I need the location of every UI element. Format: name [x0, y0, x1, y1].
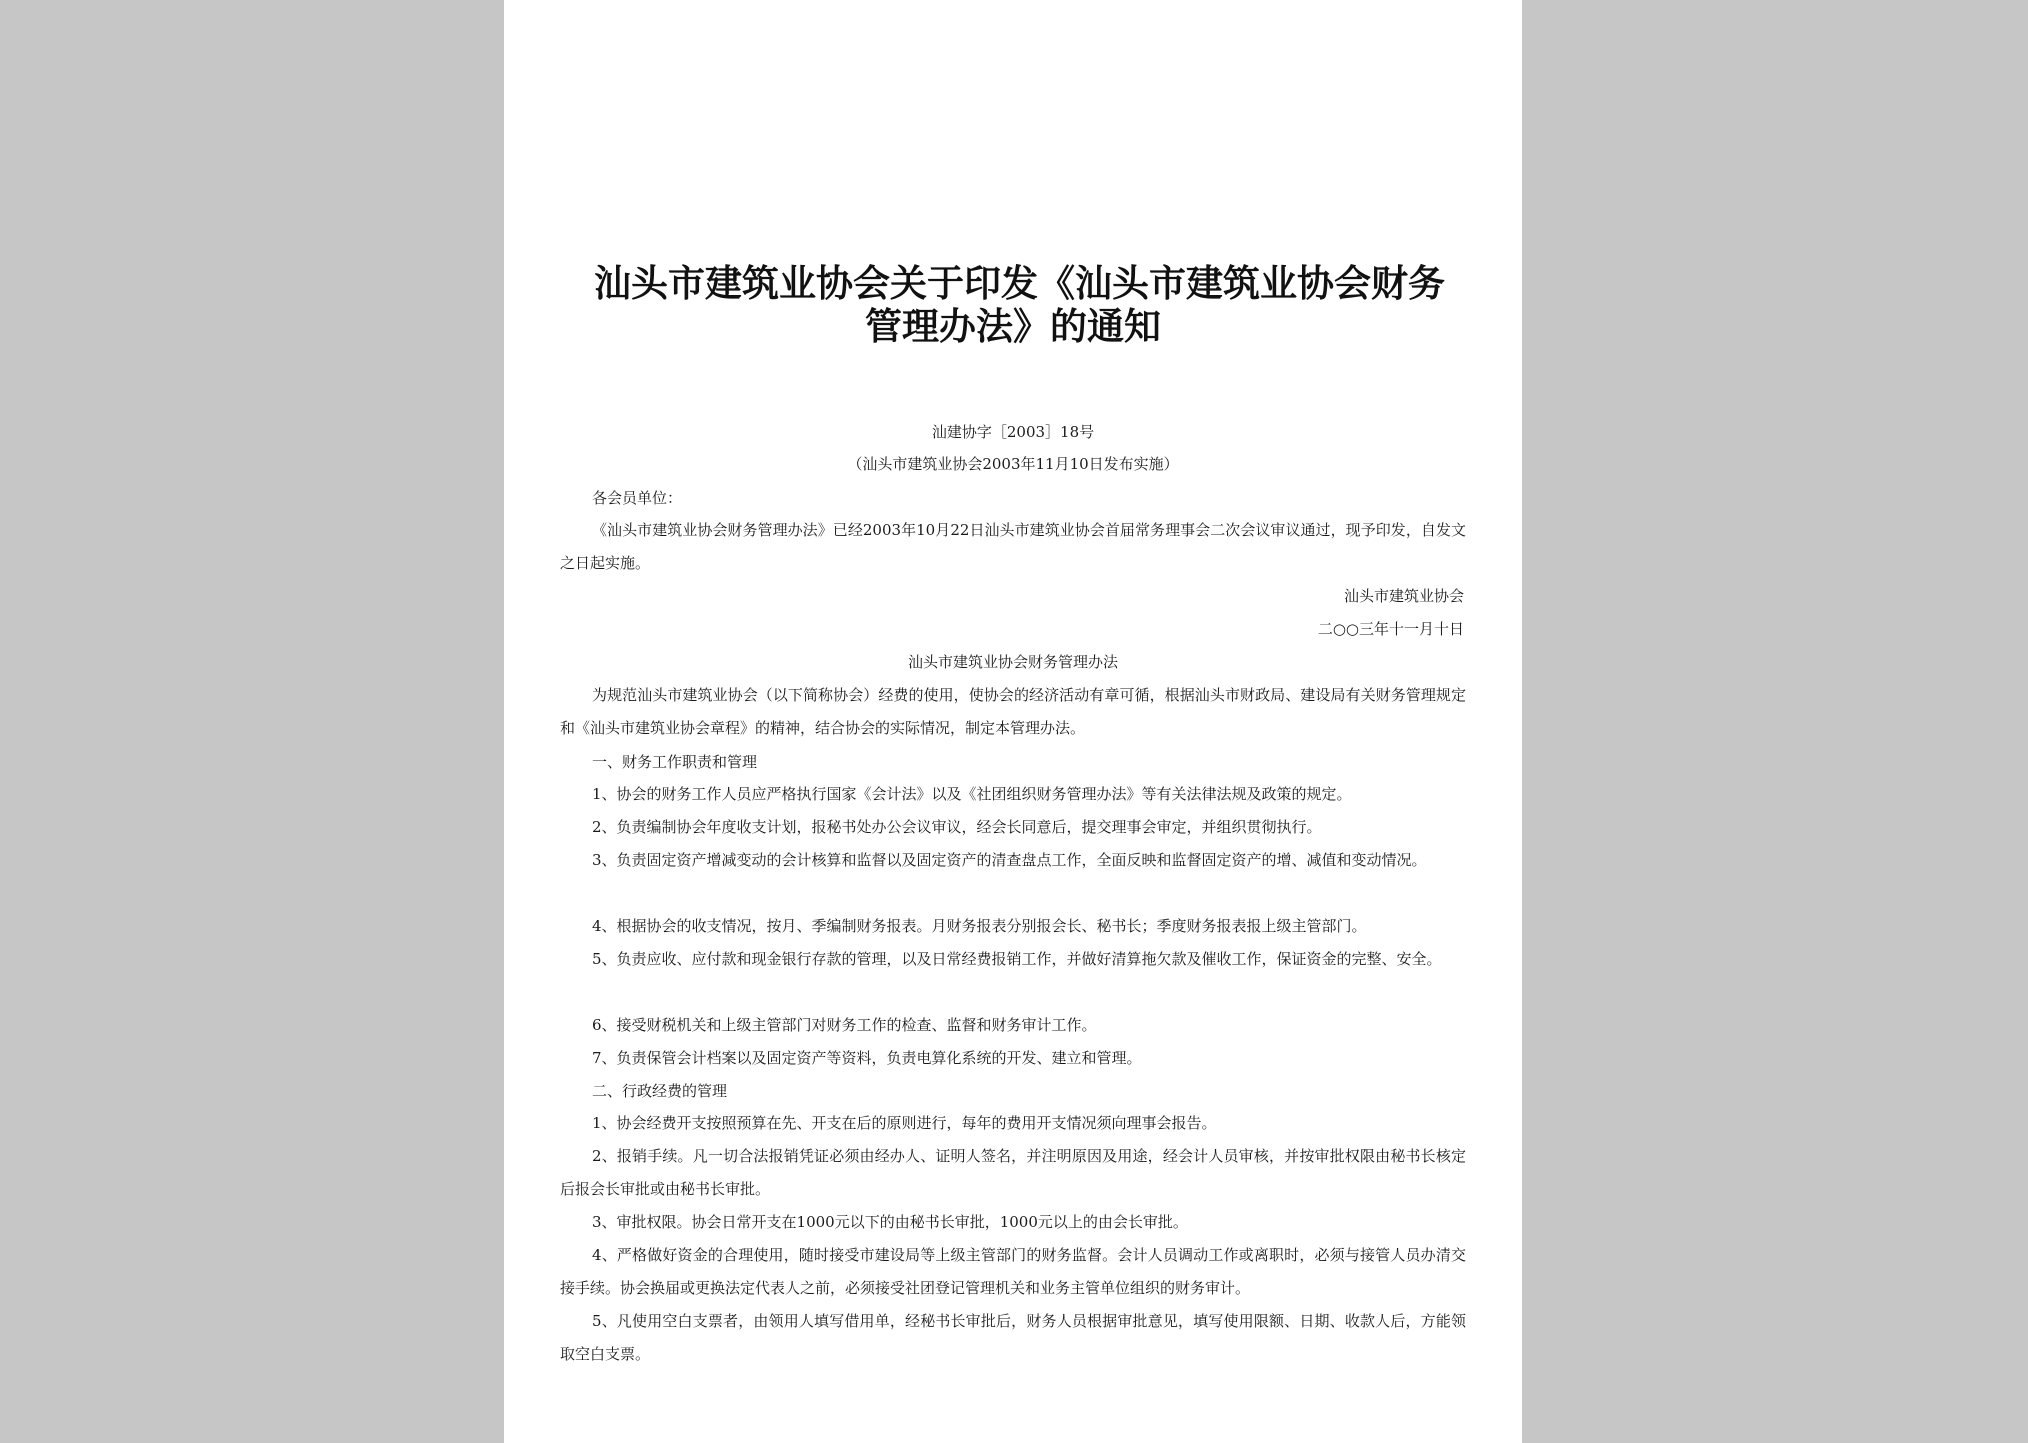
section-1-item-7: 7、负责保管会计档案以及固定资产等资料，负责电算化系统的开发、建立和管理。: [592, 1049, 1142, 1067]
intro-paragraph: 《汕头市建筑业协会财务管理办法》已经2003年10月22日汕头市建筑业协会首届常务理事会二次会议审议通过，现予印发，自发文之日起实施。: [560, 521, 1466, 572]
section-1-item-6: 6、接受财税机关和上级主管部门对财务工作的检查、监督和财务审计工作。: [592, 1016, 1097, 1034]
document-page: [504, 0, 1522, 1443]
section-2-item-4: 4、严格做好资金的合理使用，随时接受市建设局等上级主管部门的财务监督。会计人员调动工作或离职时，必须与接管人员办清交接手续。协会换届或更换法定代表人之前，必须接受社团登记管理机关和业务主管单位组织的财务审计。: [560, 1246, 1466, 1297]
section-1-item-5: 5、负责应收、应付款和现金银行存款的管理，以及日常经费报销工作，并做好清算拖欠款及催收工作，保证资金的完整、安全。: [592, 950, 1442, 968]
section-1-item-2: 2、负责编制协会年度收支计划，报秘书处办公会议审议，经会长同意后，提交理事会审定，并组织贯彻执行。: [592, 818, 1322, 836]
signature-date: 二○○三年十一月十日: [1317, 620, 1464, 638]
section-1-item-4: 4、根据协会的收支情况，按月、季编制财务报表。月财务报表分别报会长、秘书长；季度财务报表报上级主管部门。: [592, 917, 1367, 935]
issued-note: （汕头市建筑业协会2003年11月10日发布实施）: [847, 455, 1179, 473]
section-2-item-1: 1、协会经费开支按照预算在先、开支在后的原则进行，每年的费用开支情况须向理事会报告。: [592, 1114, 1217, 1132]
salutation: 各会员单位：: [592, 489, 683, 507]
title-line-2: 管理办法》的通知: [865, 305, 1161, 348]
document-number: 汕建协字［2003］18号: [931, 423, 1095, 441]
section-2-item-2: 2、报销手续。凡一切合法报销凭证必须由经办人、证明人签名，并注明原因及用途，经会计人员审核，并按审批权限由秘书长核定后报会长审批或由秘书长审批。: [560, 1147, 1466, 1198]
measures-title: 汕头市建筑业协会财务管理办法: [907, 653, 1118, 671]
section-1-heading: 一、财务工作职责和管理: [592, 753, 758, 771]
document-title: [594, 262, 1445, 348]
section-1-item-1: 1、协会的财务工作人员应严格执行国家《会计法》以及《社团组织财务管理办法》等有关法律法规及政策的规定。: [592, 785, 1352, 803]
section-1-item-3: 3、负责固定资产增减变动的会计核算和监督以及固定资产的清查盘点工作，全面反映和监督固定资产的增、减值和变动情况。: [592, 851, 1427, 869]
title-line-1: 汕头市建筑业协会关于印发《汕头市建筑业协会财务: [594, 262, 1445, 305]
section-2-item-5: 5、凡使用空白支票者，由领用人填写借用单，经秘书长审批后，财务人员根据审批意见，填写使用限额、日期、收款人后，方能领取空白支票。: [560, 1312, 1466, 1363]
signature-org: 汕头市建筑业协会: [1343, 587, 1464, 605]
section-2-heading: 二、行政经费的管理: [592, 1082, 728, 1100]
preamble-paragraph: 为规范汕头市建筑业协会（以下简称协会）经费的使用，使协会的经济活动有章可循，根据汕头市财政局、建设局有关财务管理规定和《汕头市建筑业协会章程》的精神，结合协会的实际情况，制定本管理办法。: [560, 686, 1466, 737]
section-2-item-3: 3、审批权限。协会日常开支在1000元以下的由秘书长审批，1000元以上的由会长审批。: [592, 1213, 1188, 1231]
